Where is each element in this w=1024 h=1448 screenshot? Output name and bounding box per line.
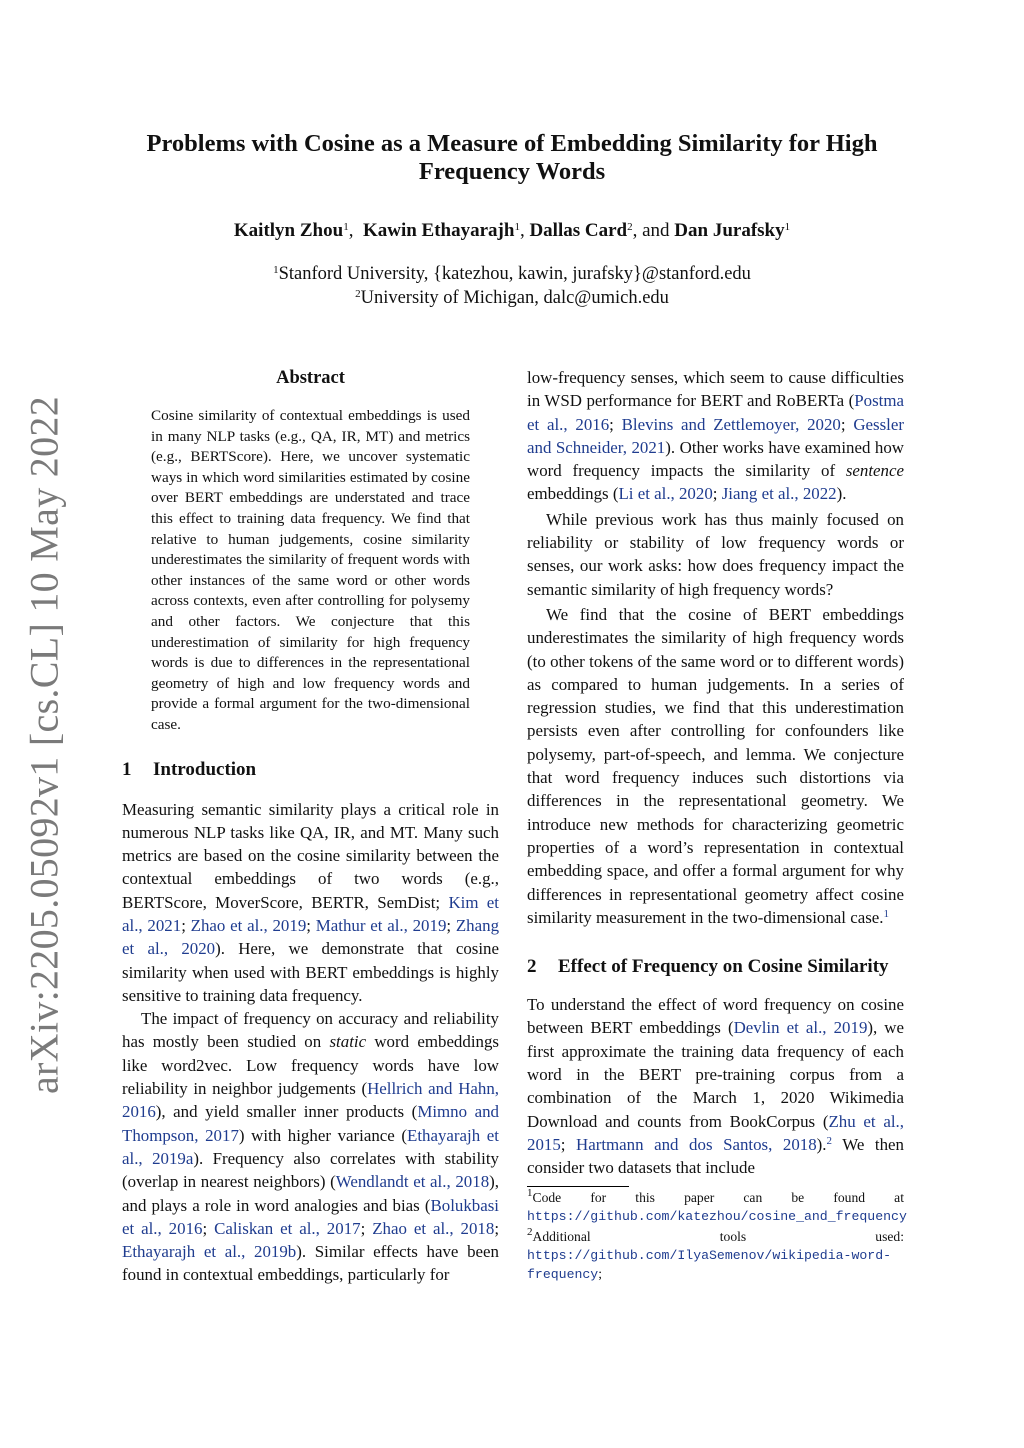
text-run: ). Frequency also correlates with stability (overlap in nearest neighbors) ( (122, 1148, 499, 1192)
affiliation-line (120, 262, 904, 286)
section-number: 1 (122, 758, 132, 780)
footnote-mark: 2 (527, 1225, 533, 1238)
text-run: ; (560, 1134, 577, 1154)
left-column (122, 366, 499, 1287)
footnote-rule (527, 1186, 629, 1187)
affiliation-text: University of Michigan, dalc@umich.edu (360, 288, 669, 308)
footnote-text: Additional tools used: (532, 1228, 904, 1244)
citation-link[interactable]: Zhao et al., 2018 (372, 1218, 495, 1238)
citation-link[interactable]: Wendlandt et al., 2018 (335, 1172, 490, 1192)
section-heading-effect-of-frequency (527, 955, 904, 979)
affiliation-mark: 2 (355, 288, 361, 300)
citation-link[interactable]: Mimno and Thompson, 2017 (122, 1102, 499, 1145)
text-run: ; (360, 1218, 373, 1238)
footnote-text: ; (598, 1265, 603, 1281)
text-run: ). Other works have examined how word frequency impacts the similarity of (527, 437, 904, 481)
text-run: ). Similar effects have been found in contextual embeddings, particularly for (122, 1242, 499, 1285)
citation-link[interactable]: Kim et al., 2021 (122, 892, 499, 935)
citation-link[interactable]: Devlin et al., 2019 (733, 1018, 868, 1038)
right-column (527, 366, 907, 1284)
intro-paragraph-1 (122, 798, 499, 1008)
citation-link[interactable]: Jiang et al., 2022 (721, 484, 837, 504)
text-run: ; (494, 1218, 500, 1238)
paper-title: Problems with Cosine as a Measure of Embedding Similarity for High Frequency Words (146, 130, 878, 185)
effect-paragraph-1 (527, 993, 904, 1179)
emphasis-text: static (329, 1032, 367, 1052)
text-run: ; (181, 915, 191, 935)
citation-link[interactable]: Zhao et al., 2019 (190, 915, 307, 935)
author-conjunction: and (642, 220, 670, 241)
research-question-paragraph: While previous work has thus mainly focused on reliability or stability of low frequency words or senses, our work asks: how does frequency impact the semantic similarity of high frequency words? (527, 509, 904, 599)
text-run: ; (446, 915, 456, 935)
related-work-paragraph (527, 366, 904, 506)
section-heading-introduction (122, 758, 499, 782)
citation-link[interactable]: Bolukbasi et al., 2016 (122, 1195, 499, 1238)
text-run: ). Here, we demonstrate that cosine similarity when used with BERT embeddings is highly sensitive to training data frequency. (122, 939, 499, 1005)
text-run: ; (840, 414, 854, 434)
citation-link[interactable]: Gessler and Schneider, 2021 (527, 414, 904, 457)
text-run: ) with higher variance ( (238, 1125, 408, 1145)
footnote-url-link[interactable]: https://github.com/IlyaSemenov/wikipedia-word-frequency (527, 1247, 892, 1282)
text-run: Measuring semantic similarity plays a critical role in numerous NLP tasks like QA, IR, and MT. Many such metrics are based on the cosine similarity between the contextual embeddings of two words (e.g., BERTScore, MoverScore, BERTR, SemDist; (122, 799, 499, 912)
footnote-1 (527, 1186, 907, 1226)
text-run: ; (306, 915, 316, 935)
author-list: Kaitlyn Zhou$^1$, Kawin Ethayarajh$^1$, Dallas Card$^2$, and Dan Jurafsky$^1$ (233, 220, 791, 241)
text-run: To understand the effect of word frequency on cosine between BERT embeddings ( (527, 995, 904, 1038)
text-run: The impact of frequency on accuracy and reliability has mostly been studied on (122, 1009, 499, 1052)
text-run: ; (202, 1218, 215, 1238)
text-run: We then consider two datasets that include (527, 1134, 904, 1178)
text-run: low-frequency senses, which seem to cause difficulties in WSD performance for BERT and RoBERTa ( (527, 368, 904, 411)
author-name: Kawin Ethayarajh (362, 220, 515, 241)
author-name: Kaitlyn Zhou (233, 220, 344, 241)
author-affiliation-mark: 1 (514, 221, 520, 233)
author-name: Dan Jurafsky (674, 220, 785, 241)
text-run: ). (836, 484, 847, 504)
intro-paragraph-2 (122, 1007, 499, 1287)
footnote-url-link[interactable]: https://github.com/katezhou/cosine_and_frequency (527, 1208, 907, 1224)
affiliation-line (120, 286, 904, 310)
footnote-marker[interactable]: 1 (883, 907, 889, 920)
text-run: ; (609, 414, 622, 434)
affiliation-mark: 1 (273, 264, 279, 276)
author-name: Dallas Card (529, 220, 628, 241)
citation-link[interactable]: Postma et al., 2016 (527, 391, 904, 434)
section-number: 2 (527, 956, 537, 978)
section-title: Introduction (153, 758, 257, 780)
findings-paragraph (527, 603, 904, 929)
text-run: ). (816, 1134, 827, 1154)
footnote-mark: 1 (527, 1186, 533, 1199)
author-affiliation-mark: 1 (343, 221, 349, 233)
citation-link[interactable]: Mathur et al., 2019 (315, 915, 447, 935)
emphasis-text: sentence (845, 461, 904, 481)
text-run: ), we first approximate the training data frequency of each word in the BERT pre-training corpus from a combination of the March 1, 2020 Wikimedia Download and counts from BookCorpus ( (527, 1018, 905, 1131)
affiliations (120, 262, 904, 310)
arxiv-identifier-stamp: arXiv:2205.05092v1 [cs.CL] 10 May 2022 (21, 396, 67, 1094)
citation-link[interactable]: Ethayarajh et al., 2019b (122, 1242, 297, 1262)
affiliation-text: Stanford University, {katezhou, kawin, jurafsky}@stanford.edu (278, 264, 751, 284)
text-run: ), and plays a role in word analogies and bias ( (122, 1172, 499, 1215)
abstract-text: Cosine similarity of contextual embeddings is used in many NLP tasks (e.g., QA, IR, MT) and metrics (e.g., BERTScore). Here, we uncover systematic ways in which word similarities estimated by cosine over BERT embeddings are understated and trace this effect to training data frequency. We find that relative to human judgements, cosine similarity underestimates the similarity of frequent words with other instances of the same word or other words across contexts, even after controlling for polysemy and other factors. We conjecture that this underestimation of similarity for high frequency words is due to differences in the representational geometry of high and low frequency words and provide a formal argument for the two-dimensional case. (151, 407, 470, 733)
text-run: word embeddings like word2vec. Low frequency words have low reliability in neighbor judgements ( (122, 1032, 499, 1099)
citation-link[interactable]: Ethayarajh et al., 2019a (122, 1125, 500, 1168)
citation-link[interactable]: Li et al., 2020 (618, 484, 713, 504)
text-run: embeddings ( (527, 484, 619, 504)
footnote-2 (527, 1225, 904, 1284)
citation-link[interactable]: Blevins and Zettlemoyer, 2020 (621, 414, 841, 434)
footnote-marker[interactable]: 2 (826, 1134, 833, 1147)
text-run: ), and yield smaller inner products ( (155, 1102, 418, 1122)
footnote-text: Code for this paper can be found at (532, 1189, 904, 1205)
citation-link[interactable]: Hellrich and Hahn, 2016 (122, 1079, 500, 1122)
text-run: We find that the cosine of BERT embeddings underestimates the similarity of high frequency words (to other tokens of the same word or to different words) as compared to human judgements. In a series of regression studies, we find that this underestimation persists even after controlling for confounders like polysemy, part-of-speech, and lemma. We conjecture that word frequency induces such distortions via differences in the representational geometry. We introduce new methods for characterizing geometric properties of a word’s representation in contextual embedding space, and offer a formal argument for why differences in representational geometry affect cosine similarity measurement in the two-dimensional case. (527, 604, 904, 927)
author-affiliation-mark: 2 (627, 221, 633, 233)
citation-link[interactable]: Zhang et al., 2020 (122, 915, 500, 959)
citation-link[interactable]: Zhu et al., 2015 (527, 1111, 905, 1154)
text-run: ; (712, 484, 722, 504)
author-affiliation-mark: 1 (784, 221, 791, 233)
citation-link[interactable]: Hartmann and dos Santos, 2018 (576, 1134, 817, 1154)
citation-link[interactable]: Caliskan et al., 2017 (214, 1218, 361, 1238)
section-title: Effect of Frequency on Cosine Similarity (558, 956, 889, 978)
abstract-heading: Abstract (276, 368, 345, 388)
